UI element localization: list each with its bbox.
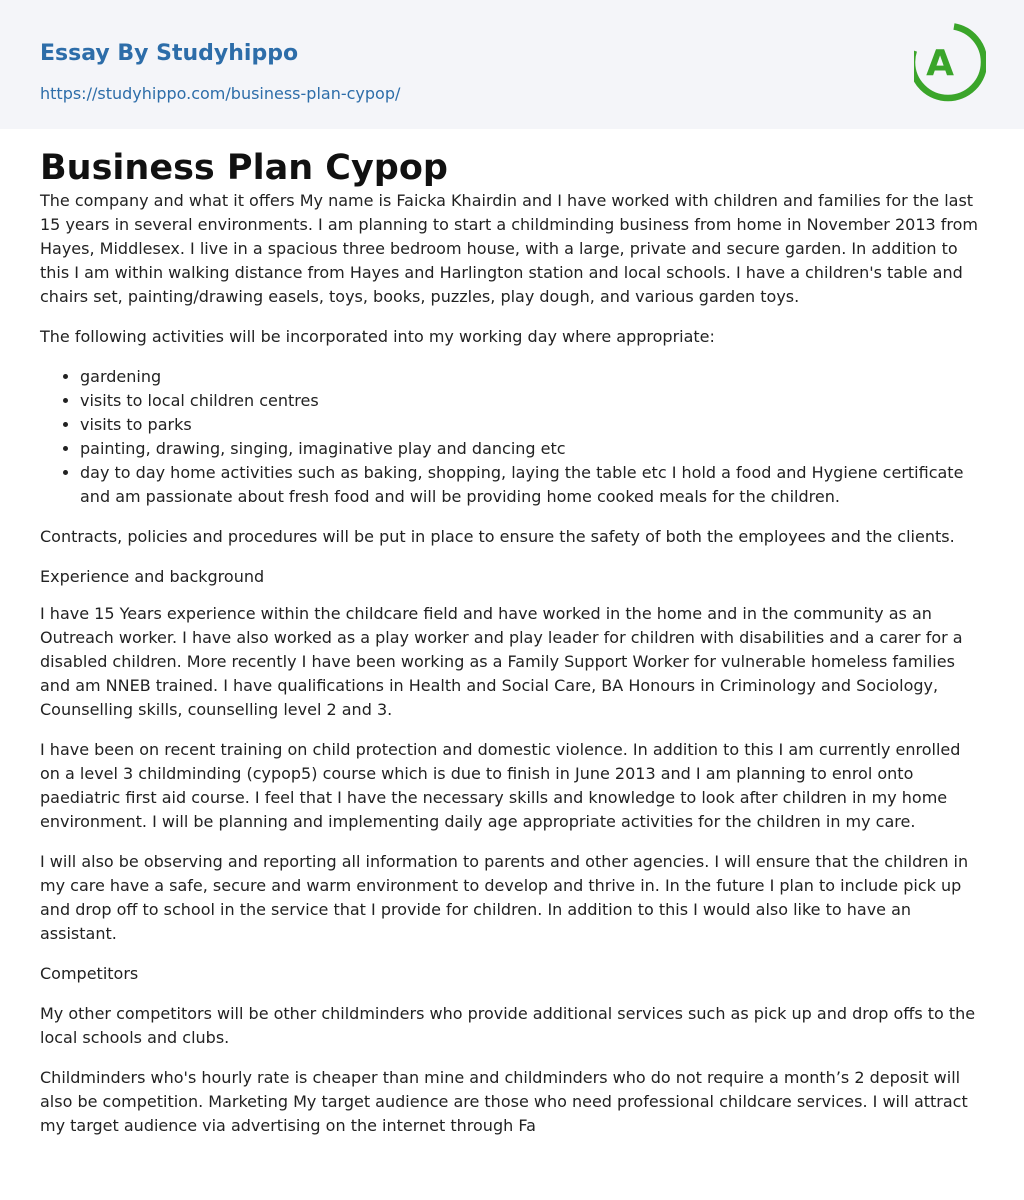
paragraph-contracts: Contracts, policies and procedures will be put in place to ensure the safety of both the employees and the clients. xyxy=(40,527,955,546)
paragraph-competitors: My other competitors will be other childminders who provide additional services such as pick up and drop offs to the local schools and clubs. xyxy=(40,1004,976,1047)
list-item: • day to day home activities such as baking, shopping, laying the table etc I hold a food and Hygiene certificate and am passionate about fresh food and will be providing home cooked meals for the children. xyxy=(80,461,984,509)
page-title: Business Plan Cypop xyxy=(40,148,448,188)
section-heading-competitors: Competitors xyxy=(40,964,139,983)
page-url-link[interactable]: https://studyhippo.com/business-plan-cypop/ xyxy=(40,84,401,103)
article-body xyxy=(0,149,1024,1138)
logo-letter: A xyxy=(926,43,954,84)
site-header xyxy=(0,0,1024,129)
list-item: • visits to parks xyxy=(80,413,984,437)
studyhippo-logo-icon[interactable] xyxy=(914,20,986,106)
section-heading-experience: Experience and background xyxy=(40,567,265,586)
paragraph-observing: I will also be observing and reporting all information to parents and other agencies. I will ensure that the children in my care have a safe, secure and warm environment to develop and thrive in. In the future I plan to include pick up and drop off to school in the service that I provide for children. In addition to this I would also like to have an assistant. xyxy=(40,852,969,943)
paragraph-activities-intro: The following activities will be incorporated into my working day where appropriate: xyxy=(40,327,715,346)
paragraph-marketing: Childminders who's hourly rate is cheaper than mine and childminders who do not require a month’s 2 deposit will also be competition. Marketing My target audience are those who need professional childcare services. I will attract my target audience via advertising on the internet through Fa xyxy=(40,1068,968,1135)
site-brand[interactable]: Essay By Studyhippo xyxy=(40,41,299,66)
paragraph-experience: I have 15 Years experience within the childcare field and have worked in the home and in the community as an Outreach worker. I have also worked as a play worker and play leader for children with disabilities and a carer for a disabled children. More recently I have been working as a Family Support Worker for vulnerable homeless families and am NNEB trained. I have qualifications in Health and Social Care, BA Honours in Criminology and Sociology, Counselling skills, counselling level 2 and 3. xyxy=(40,604,963,719)
paragraph-training: I have been on recent training on child protection and domestic violence. In addition to this I am currently enrolled on a level 3 childminding (cypop5) course which is due to finish in June 2013 and I am planning to enrol onto paediatric first aid course. I feel that I have the necessary skills and knowledge to look after children in my home environment. I will be planning and implementing daily age appropriate activities for the children in my care. xyxy=(40,740,961,831)
list-item: • painting, drawing, singing, imaginative play and dancing etc xyxy=(80,437,984,461)
list-item: • gardening xyxy=(80,365,984,389)
paragraph-intro: The company and what it offers My name is Faicka Khairdin and I have worked with children and families for the last 15 years in several environments. I am planning to start a childminding business from home in November 2013 from Hayes, Middlesex. I live in a spacious three bedroom house, with a large, private and secure garden. In addition to this I am within walking distance from Hayes and Harlington station and local schools. I have a children's table and chairs set, painting/drawing easels, toys, books, puzzles, play dough, and various garden toys. xyxy=(40,191,978,306)
list-item: • visits to local children centres xyxy=(80,389,984,413)
activities-list xyxy=(40,365,984,509)
